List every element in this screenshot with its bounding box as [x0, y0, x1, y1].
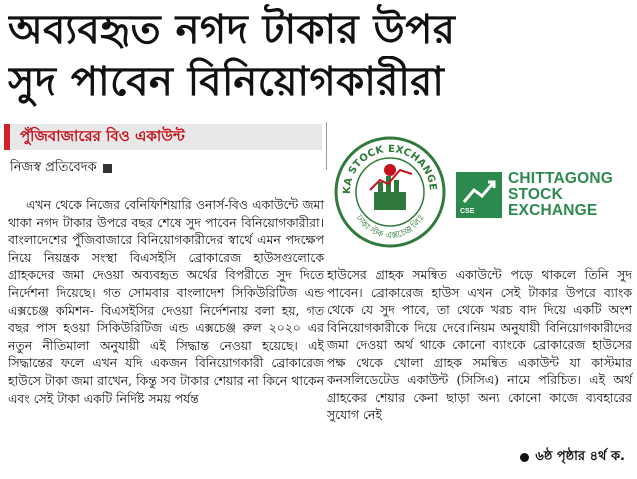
- article-paragraph-left: এখন থেকে নিজের বেনিফিশিয়ারি ওনার্স-বিও একাউন্টে জমা থাকা নগদ টাকার উপরে বছর শেষে সুদ পাবেন বিনিয়োগকারীরা। বাংলাদেশের পুঁজিবাজারে বিনিয়োগকারীদের স্বার্থে এমন পদক্ষেপ নিয়ে নিয়ন্ত্রক সংস্থা বিএসইসি ব্রোকারেজ হাউসগুলোকে গ্রাহকদের জমা দেওয়া অব্যবহৃত অর্থের বিপরীতে সুদ দিতে নির্দেশনা দিয়েছে। গত সোমবার বাংলাদেশ সিকিউরিটিজ এন্ড এক্সচেঞ্জ কমিশন- বিএসইসির দেওয়া নির্দেশনায় বলা হয়, গত বছর পাস হওয়া সিকিউরিটিজ এন্ড এক্সচেঞ্জ রুল ২০২০ এর নতুন নীতিমালা অনুযায়ী এই সিদ্ধান্ত নেওয়া হয়েছে। এই সিদ্ধান্তের ফলে এখন যদি একজন বিনিয়োগকারী ব্রোকারেজ হাউসে টাকা জমা রাখেন, কিন্তু সব টাকার শেয়ার না কিনে থাকেন এবং সেই টাকা একটি নির্দিষ্ট সময় পর্যন্ত: [8, 197, 324, 406]
- continuation-text: ৬ষ্ঠ পৃষ্ঠার ৪র্থ ক.: [535, 449, 625, 464]
- dse-logo: [330, 130, 450, 250]
- dse-ring-text: KA STOCK EXCHANGE: [341, 143, 439, 195]
- article-paragraph-right: হাউসের গ্রাহক সমন্বিত একাউন্টে পড়ে থাকলে তিনি সুদ পাবেন। ব্রোকারেজ হাউস এখন সেই টাকার উপরে ব্যাংক থেকে যে সুদ পাবে, তা থেকে খরচ বাদ দিয়ে একটি অংশ বিনিয়োগকারীকে দিয়ে দেবে।নিয়ম অনুযায়ী বিনিয়োগকারীদের জমা দেওয়া অর্থ থাকে কোনো ব্যাংকে ব্রোকারেজ হাউসের পক্ষ থেকে খোলা গ্রাহক সমন্বিত একাউন্ট যা কাস্টমার কনসলিডেটেড একাউন্ট (সিসিএ) নামে পরিচিত। এই অর্থ গ্রাহকের শেয়ার কেনা ছাড়া অন্য কোনো কাজে ব্যবহারের সুযোগ নেই: [327, 267, 632, 422]
- cse-line-2: STOCK: [508, 186, 563, 203]
- cse-line-3: EXCHANGE: [508, 202, 598, 219]
- cse-mark-label: CSE: [460, 208, 475, 215]
- cse-mark-icon: [456, 172, 502, 218]
- byline-text: নিজস্ব প্রতিবেদক: [10, 160, 97, 175]
- article-body-left: [8, 196, 324, 407]
- byline: [10, 158, 112, 179]
- cse-line-1: CHITTAGONG: [508, 170, 614, 187]
- dse-bottom-text: ঢাকা স্টক এক্সচেঞ্জ লিঃ: [353, 213, 427, 242]
- article-body-right: [327, 266, 632, 424]
- dse-seal-icon: [330, 130, 450, 250]
- headline: [8, 4, 632, 108]
- column-divider: [326, 122, 327, 170]
- kicker-banner: [4, 124, 322, 150]
- svg-text:ঢাকা স্টক এক্সচেঞ্জ লিঃ: [353, 213, 427, 242]
- kicker-text: পুঁজিবাজারের বিও একাউন্ট: [20, 126, 185, 145]
- cse-logo: [456, 168, 632, 222]
- continuation-note: [520, 447, 625, 468]
- cse-wordmark: [508, 171, 613, 219]
- headline-line-1: অব্যবহৃত নগদ টাকার উপর: [8, 7, 456, 53]
- bullet-dot-icon: [520, 453, 529, 462]
- square-bullet-icon: [103, 164, 112, 173]
- headline-line-2: সুদ পাবেন বিনিয়োগকারীরা: [8, 59, 445, 105]
